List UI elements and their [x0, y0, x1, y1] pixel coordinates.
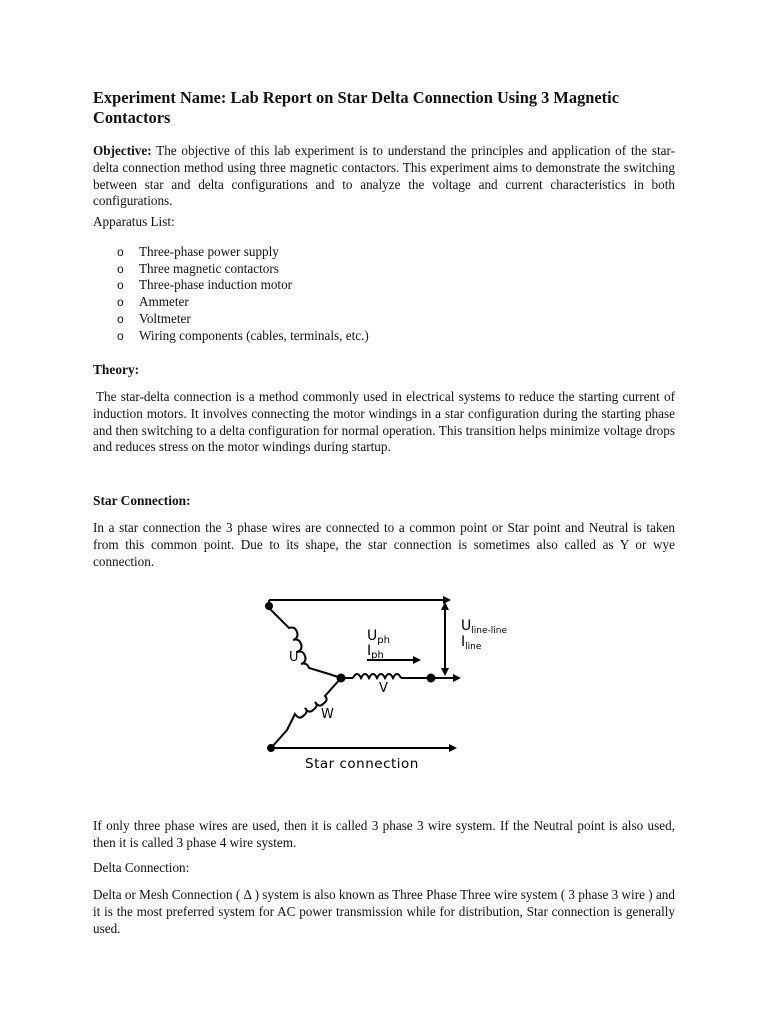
phase-voltage-label: $U_{ph}$	[367, 628, 390, 646]
list-item: o Ammeter	[117, 294, 189, 310]
list-item: o Wiring components (cables, terminals, etc.)	[117, 327, 369, 343]
diagram-wires	[266, 596, 461, 752]
wire-system-paragraph: If only three phase wires are used, then it is called 3 phase 3 wire system. If the Neutral point is also used, then it is called 3 phase 4 wire system.	[93, 818, 675, 850]
star-connection-diagram	[255, 588, 535, 778]
star-connection-paragraph: In a star connection the 3 phase wires are connected to a common point or Star point and Neutral is taken from this common point. Due to its shape, the star connection is sometimes also called as Y or wye connection.	[93, 520, 675, 569]
apparatus-label: Apparatus List:	[93, 214, 175, 229]
list-item: o Three-phase power supply	[117, 244, 279, 259]
theory-paragraph: The star-delta connection is a method commonly used in electrical systems to reduce the starting current of induction motors. It involves connecting the motor windings in a star configuration during the starting phase and then switching to a delta configuration for normal operation. This transition helps minimize voltage drops and reduces stress on the motor windings during startup.	[93, 389, 675, 455]
objective-paragraph	[93, 143, 675, 210]
bullet-marker: o	[117, 328, 124, 343]
objective-label: Objective:	[93, 143, 152, 158]
objective-text: The objective of this lab experiment is to understand the principles and application of the star-delta connection method using three magnetic contactors. This experiment aims to demonstrate the switching between star and delta configurations and to analyze the voltage and current characteristics in both configurations.	[93, 143, 676, 209]
experiment-title: Experiment Name: Lab Report on Star Delta Connection Using 3 Magnetic Contactors	[93, 88, 619, 127]
phase-v-label: V	[379, 681, 388, 696]
bullet-marker: o	[117, 311, 124, 326]
theory-heading: Theory:	[93, 362, 140, 377]
bullet-marker: o	[117, 295, 124, 310]
phase-u-label: U	[289, 650, 299, 665]
bullet-marker: o	[117, 261, 124, 276]
delta-connection-heading: Delta Connection:	[93, 860, 190, 875]
apparatus-list	[93, 244, 369, 344]
list-item: o Voltmeter	[117, 310, 191, 326]
list-item: o Three magnetic contactors	[117, 260, 279, 276]
star-connection-heading: Star Connection:	[93, 493, 191, 508]
phase-w-label: W	[321, 707, 334, 722]
bullet-marker: o	[117, 245, 124, 259]
line-voltage-label: $U_{line-line}$	[461, 618, 507, 636]
delta-connection-paragraph: Delta or Mesh Connection ( Δ ) system is also known as Three Phase Three wire system ( 3 phase 3 wire ) and it is the most preferred system for AC power transmission while for distribution, Star connection is generally used.	[93, 887, 675, 936]
line-current-label: $I_{line}$	[461, 634, 482, 652]
bullet-marker: o	[117, 278, 124, 293]
diagram-caption: Star connection	[305, 756, 419, 772]
list-item: o Three-phase induction motor	[117, 277, 293, 293]
phase-current-label: $I_{ph}$	[367, 643, 384, 661]
